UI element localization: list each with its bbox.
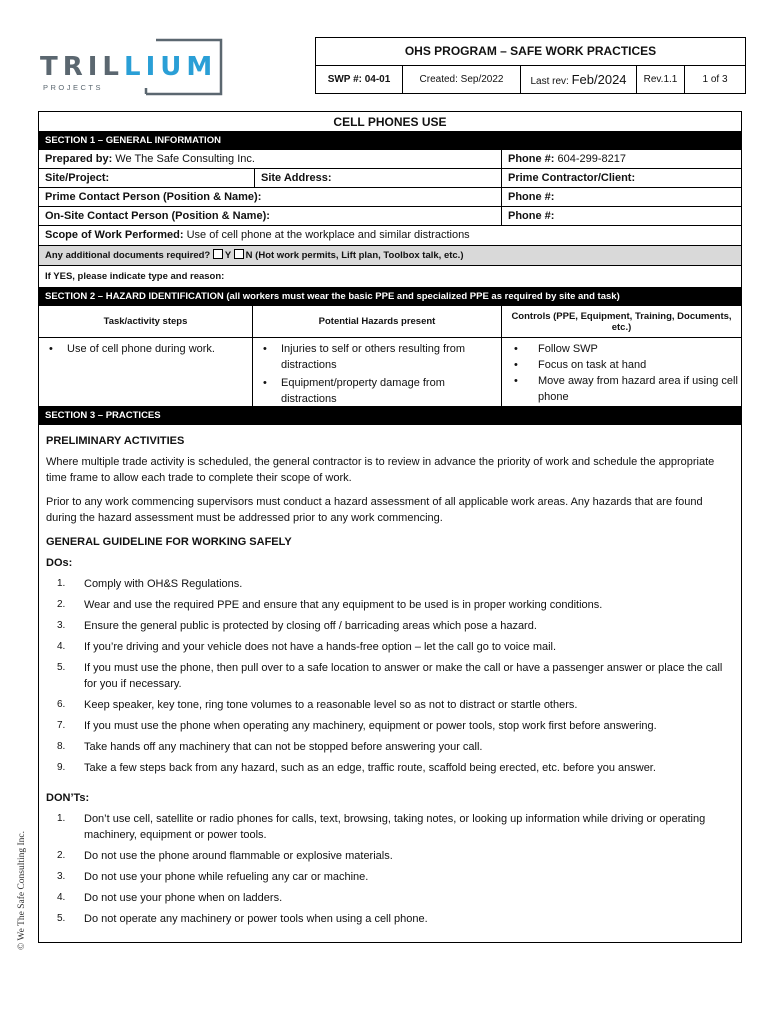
swp-number: SWP #: 04-01 xyxy=(316,66,403,94)
donts-heading: DON’Ts: xyxy=(46,792,90,804)
section-2-header: SECTION 2 – HAZARD IDENTIFICATION (all workers must wear the basic PPE and specialized PPE as required by site and task) xyxy=(39,288,741,306)
prime-contact-row xyxy=(39,188,741,207)
additional-docs-question: Any additional documents required? xyxy=(45,250,213,261)
task-list xyxy=(39,338,252,357)
task-column-header: Task/activity steps xyxy=(39,306,253,337)
list-item: 1. Comply with OH&S Regulations. xyxy=(57,578,243,590)
revision-number: Rev.1.1 xyxy=(637,66,685,94)
list-item: 5. Do not operate any machinery or power tools when using a cell phone. xyxy=(57,913,428,925)
list-item: 4. If you’re driving and your vehicle does not have a hands-free option – let the call go to voice mail. xyxy=(57,641,557,653)
prime-contact-field[interactable]: Prime Contact Person (Position & Name): xyxy=(39,188,502,206)
scope-label: Scope of Work Performed: xyxy=(45,229,184,241)
list-item: 3. Ensure the general public is protected by closing off / barricading areas which pose a hazard. xyxy=(57,620,537,632)
onsite-contact-field[interactable]: On-Site Contact Person (Position & Name): xyxy=(39,207,502,225)
section-3-header: SECTION 3 – PRACTICES xyxy=(39,407,741,425)
if-yes-field[interactable]: If YES, please indicate type and reason: xyxy=(45,271,225,282)
form-frame xyxy=(38,111,742,943)
page-number: 1 of 3 xyxy=(702,74,728,85)
list-item: 4. Do not use your phone when on ladders. xyxy=(57,892,283,904)
phone-value: 604-299-8217 xyxy=(554,153,627,165)
site-project-field[interactable]: Site/Project: xyxy=(39,169,255,187)
company-logo xyxy=(38,38,223,96)
logo-wordmark: TRILLIUM xyxy=(40,52,218,82)
preliminary-heading: PRELIMINARY ACTIVITIES xyxy=(46,435,185,447)
list-item: 3. Do not use your phone while refueling any car or machine. xyxy=(57,871,369,883)
list-item: • Use of cell phone during work. xyxy=(39,341,252,357)
no-checkbox[interactable] xyxy=(234,249,244,259)
list-item: • Follow SWP xyxy=(502,341,741,357)
prime-contractor-field[interactable]: Prime Contractor/Client: xyxy=(508,172,636,184)
list-item: • Focus on task at hand xyxy=(502,357,741,373)
prepared-by-label: Prepared by: xyxy=(45,153,113,165)
list-item: 9. Take a few steps back from any hazard, such as an edge, traffic route, scaffold being erected, etc. before you answer. xyxy=(57,762,656,774)
dos-heading: DOs: xyxy=(46,557,73,569)
created-date: Created: Sep/2022 xyxy=(403,66,521,94)
list-item: • Equipment/property damage from distractions xyxy=(253,375,501,407)
controls-list xyxy=(502,338,741,405)
list-item: 6. Keep speaker, key tone, ring tone volumes to a reasonable level so as not to distract or startle others. xyxy=(57,699,578,711)
program-title: OHS PROGRAM – SAFE WORK PRACTICES xyxy=(316,38,745,66)
if-yes-row xyxy=(39,266,741,288)
hazard-table-header xyxy=(39,306,741,338)
yes-label: Y xyxy=(224,250,234,261)
guideline-heading: GENERAL GUIDELINE FOR WORKING SAFELY xyxy=(46,536,292,548)
scope-row xyxy=(39,226,741,246)
list-item: 7. If you must use the phone when operating any machinery, equipment or power tools, stop work first before answering. xyxy=(57,720,657,732)
yes-checkbox[interactable] xyxy=(213,249,223,259)
list-item: 2. Do not use the phone around flammable or explosive materials. xyxy=(57,850,393,862)
list-item: • Injuries to self or others resulting from distractions xyxy=(253,341,501,373)
scope-value: Use of cell phone at the workplace and similar distractions xyxy=(183,229,470,241)
list-item: 5. If you must use the phone, then pull over to a safe location to answer or make the call or have a passenger answer or place the call for you if necessary. xyxy=(57,662,723,690)
no-label: N (Hot work permits, Lift plan, Toolbox talk, etc.) xyxy=(245,250,464,261)
hazards-column-header: Potential Hazards present xyxy=(253,306,502,337)
onsite-contact-phone-field[interactable]: Phone #: xyxy=(508,210,555,222)
copyright-notice: © We The Safe Consulting Inc. xyxy=(17,830,27,950)
onsite-contact-row xyxy=(39,207,741,226)
site-address-field[interactable]: Site Address: xyxy=(255,169,502,187)
additional-docs-row xyxy=(39,246,741,266)
hazard-table-row xyxy=(39,338,741,407)
list-item: 1. Don’t use cell, satellite or radio phones for calls, text, browsing, taking notes, or looking up information while driving or operating machinery, equipment or power tools. xyxy=(57,813,706,841)
list-item: 8. Take hands off any machinery that can not be stopped before answering your call. xyxy=(57,741,483,753)
section-1-header: SECTION 1 – GENERAL INFORMATION xyxy=(39,132,741,150)
list-item: 2. Wear and use the required PPE and ensure that any equipment to be used is in proper working conditions. xyxy=(57,599,603,611)
logo-subtitle: PROJECTS xyxy=(43,83,104,92)
hazard-list xyxy=(253,338,501,407)
last-revision: Last rev: Feb/2024 xyxy=(521,66,637,94)
preliminary-paragraph-1: Where multiple trade activity is scheduled, the general contractor is to review in advance the priority of work and schedule the appropriate time frame to allow each trade to complete their scope of work. xyxy=(46,456,715,484)
prepared-by-row xyxy=(39,150,741,169)
prepared-by-value: We The Safe Consulting Inc. xyxy=(112,153,255,165)
site-row xyxy=(39,169,741,188)
preliminary-paragraph-2: Prior to any work commencing supervisors must conduct a hazard assessment of all applicable work areas. Any hazards that are found during the hazard assessment must be addressed prior to any work commencing. xyxy=(46,496,703,524)
dos-list xyxy=(46,576,735,776)
document-title: CELL PHONES USE xyxy=(39,112,741,132)
list-item: • Move away from hazard area if using cell phone xyxy=(502,373,741,405)
prime-contact-phone-field[interactable]: Phone #: xyxy=(508,191,555,203)
controls-column-header: Controls (PPE, Equipment, Training, Documents, etc.) xyxy=(511,310,732,333)
document-header-table xyxy=(315,37,746,94)
phone-label: Phone #: xyxy=(508,153,555,165)
practices-body xyxy=(39,425,741,927)
donts-list xyxy=(46,811,735,927)
